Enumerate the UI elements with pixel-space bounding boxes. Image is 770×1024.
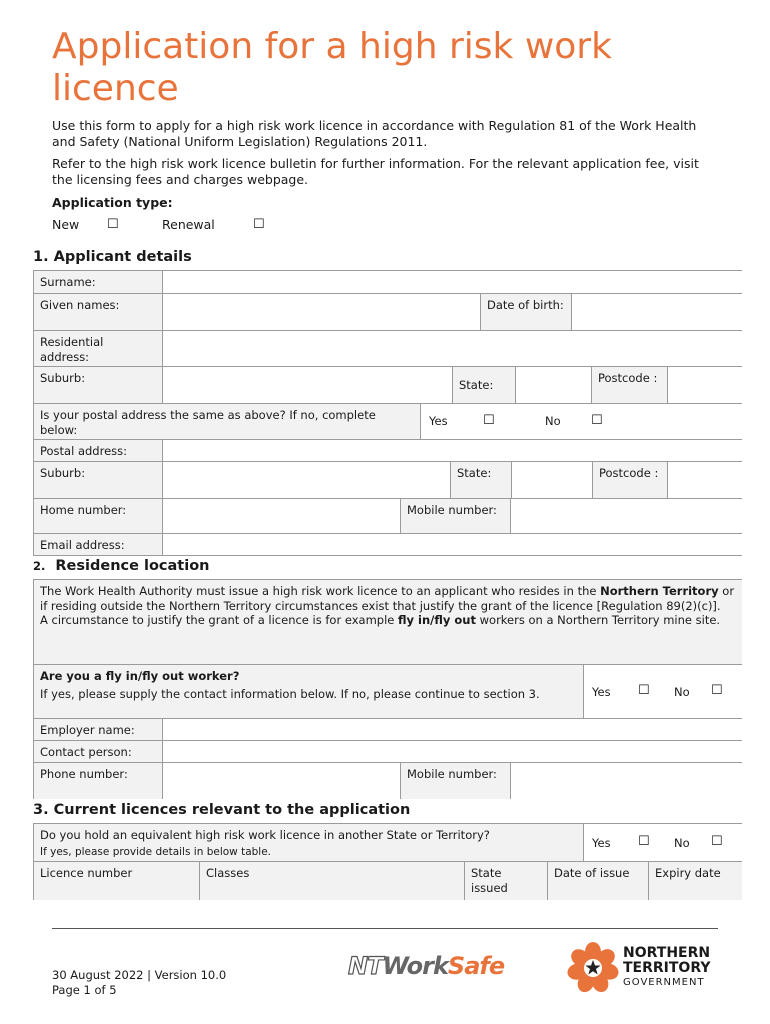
employer-name-label: Employer name: — [34, 718, 162, 740]
fifo-options — [583, 664, 742, 718]
residence-info — [34, 580, 742, 664]
desert-rose-icon — [565, 940, 621, 996]
employer-mobile-label: Mobile number: — [400, 762, 510, 799]
fifo-no-checkbox[interactable]: ☐ — [711, 683, 723, 698]
state-label: State: — [452, 366, 515, 403]
residence-location-table — [33, 579, 742, 799]
intro-paragraph-2: Refer to the high risk work licence bulletin for further information. For the relevant application fee, visit the licensing fees and charges webpage. — [52, 156, 699, 187]
dob-label: Date of birth: — [480, 293, 571, 330]
employer-name-field[interactable] — [162, 718, 742, 740]
residential-address-field[interactable] — [162, 330, 742, 366]
suburb-label: Suburb: — [34, 366, 162, 403]
given-names-label: Given names: — [34, 293, 162, 330]
current-licences-table — [33, 823, 742, 900]
postal-same-options — [420, 403, 742, 439]
ntg-line-2: TERRITORY — [623, 960, 711, 976]
postal-same-question: Is your postal address the same as above? If no, complete below: — [34, 403, 420, 439]
equivalent-no-checkbox[interactable]: ☐ — [711, 834, 723, 849]
phone-number-field[interactable] — [162, 762, 400, 799]
section-3-heading: 3. Current licences relevant to the application — [33, 802, 411, 818]
postal-same-no-checkbox[interactable]: ☐ — [591, 413, 603, 428]
footer-date-version: 30 August 2022 | Version 10.0 — [52, 968, 227, 982]
renewal-checkbox[interactable]: ☐ — [253, 217, 265, 232]
col-classes: Classes — [199, 861, 464, 900]
northern-territory-government-logo — [565, 940, 725, 996]
equivalent-licence-question: Do you hold an equivalent high risk work licence in another State or Territory? — [40, 828, 490, 842]
mobile-number-field[interactable] — [510, 498, 742, 533]
residence-info-nt: Northern Territory — [600, 584, 719, 598]
residence-info-d: A circumstance to justify the grant of a licence is for example — [40, 613, 398, 627]
col-expiry-date: Expiry date — [648, 861, 742, 900]
given-names-field[interactable] — [162, 293, 480, 330]
equivalent-no-label: No — [674, 836, 690, 850]
footer-divider — [52, 928, 718, 929]
residence-info-a: The Work Health Authority must issue a high risk work licence to an applicant who resides in the — [40, 584, 597, 598]
postal-same-no-label: No — [545, 414, 561, 428]
fifo-yes-checkbox[interactable]: ☐ — [638, 683, 650, 698]
postal-postcode-label: Postcode : — [592, 461, 667, 498]
new-label: New — [52, 217, 80, 232]
equivalent-licence-options — [583, 824, 742, 861]
phone-number-label: Phone number: — [34, 762, 162, 799]
page-title: Application for a high risk work licence — [52, 26, 612, 109]
ntg-line-1: NORTHERN — [623, 945, 711, 961]
suburb-field[interactable] — [162, 366, 452, 403]
equivalent-yes-label: Yes — [592, 836, 611, 850]
residence-info-f: workers on a Northern Territory mine site. — [475, 613, 721, 627]
postal-state-field[interactable] — [511, 461, 592, 498]
col-licence-number: Licence number — [34, 861, 199, 900]
section-2-heading — [33, 558, 210, 574]
application-type-heading: Application type: — [52, 195, 173, 210]
applicant-details-table — [33, 270, 742, 556]
email-address-label: Email address: — [34, 533, 162, 555]
postal-suburb-label: Suburb: — [34, 461, 162, 498]
postal-postcode-field[interactable] — [667, 461, 742, 498]
postal-same-yes-label: Yes — [429, 414, 448, 428]
section-2-title: Residence location — [55, 558, 210, 574]
ntworksafe-logo: NTWorkSafe — [348, 952, 505, 980]
section-1-heading: 1. Applicant details — [33, 249, 192, 265]
renewal-label: Renewal — [162, 217, 215, 232]
employer-mobile-field[interactable] — [510, 762, 742, 799]
new-checkbox[interactable]: ☐ — [107, 217, 119, 232]
home-number-field[interactable] — [162, 498, 400, 533]
fifo-yes-label: Yes — [592, 685, 611, 699]
fifo-note: If yes, please supply the contact information below. If no, please continue to section 3. — [40, 686, 540, 701]
residential-address-label: Residential address: — [34, 330, 162, 366]
email-address-field[interactable] — [162, 533, 742, 555]
footer-info — [52, 968, 226, 998]
surname-label: Surname: — [34, 271, 162, 293]
postcode-label: Postcode : — [591, 366, 667, 403]
dob-field[interactable] — [571, 293, 742, 330]
residence-info-fifo: fly in/fly out — [398, 613, 476, 627]
postal-address-field[interactable] — [162, 439, 742, 461]
equivalent-licence-question-cell — [34, 824, 583, 861]
fifo-question: Are you a fly in/fly out worker? — [40, 669, 240, 683]
col-date-of-issue: Date of issue — [547, 861, 648, 900]
fifo-no-label: No — [674, 685, 690, 699]
col-state-issued: State issued — [464, 861, 547, 900]
footer-page-number: Page 1 of 5 — [52, 983, 117, 997]
ntg-line-3: GOVERNMENT — [623, 977, 705, 988]
state-field[interactable] — [515, 366, 591, 403]
postal-state-label: State: — [450, 461, 511, 498]
contact-person-label: Contact person: — [34, 740, 162, 762]
ntg-wordmark — [623, 946, 711, 976]
postal-same-yes-checkbox[interactable]: ☐ — [483, 413, 495, 428]
intro-paragraph-1: Use this form to apply for a high risk work licence in accordance with Regulation 81 of the Work Health and Safety (National Uniform Legislation) Regulations 2011. — [52, 118, 697, 149]
section-2-number: 2. — [33, 559, 46, 573]
postcode-field[interactable] — [667, 366, 742, 403]
equivalent-yes-checkbox[interactable]: ☐ — [638, 834, 650, 849]
postal-address-label: Postal address: — [34, 439, 162, 461]
contact-person-field[interactable] — [162, 740, 742, 762]
postal-suburb-field[interactable] — [162, 461, 450, 498]
mobile-number-label: Mobile number: — [400, 498, 510, 533]
residence-info-c: or if residing outside the Northern Territory circumstances exist that justify the grant of the licence [Regulation 89(2)(c)]. — [40, 584, 735, 613]
equivalent-licence-note: If yes, please provide details in below table. — [40, 845, 272, 858]
fifo-question-cell — [34, 664, 583, 718]
home-number-label: Home number: — [34, 498, 162, 533]
surname-field[interactable] — [162, 271, 742, 293]
